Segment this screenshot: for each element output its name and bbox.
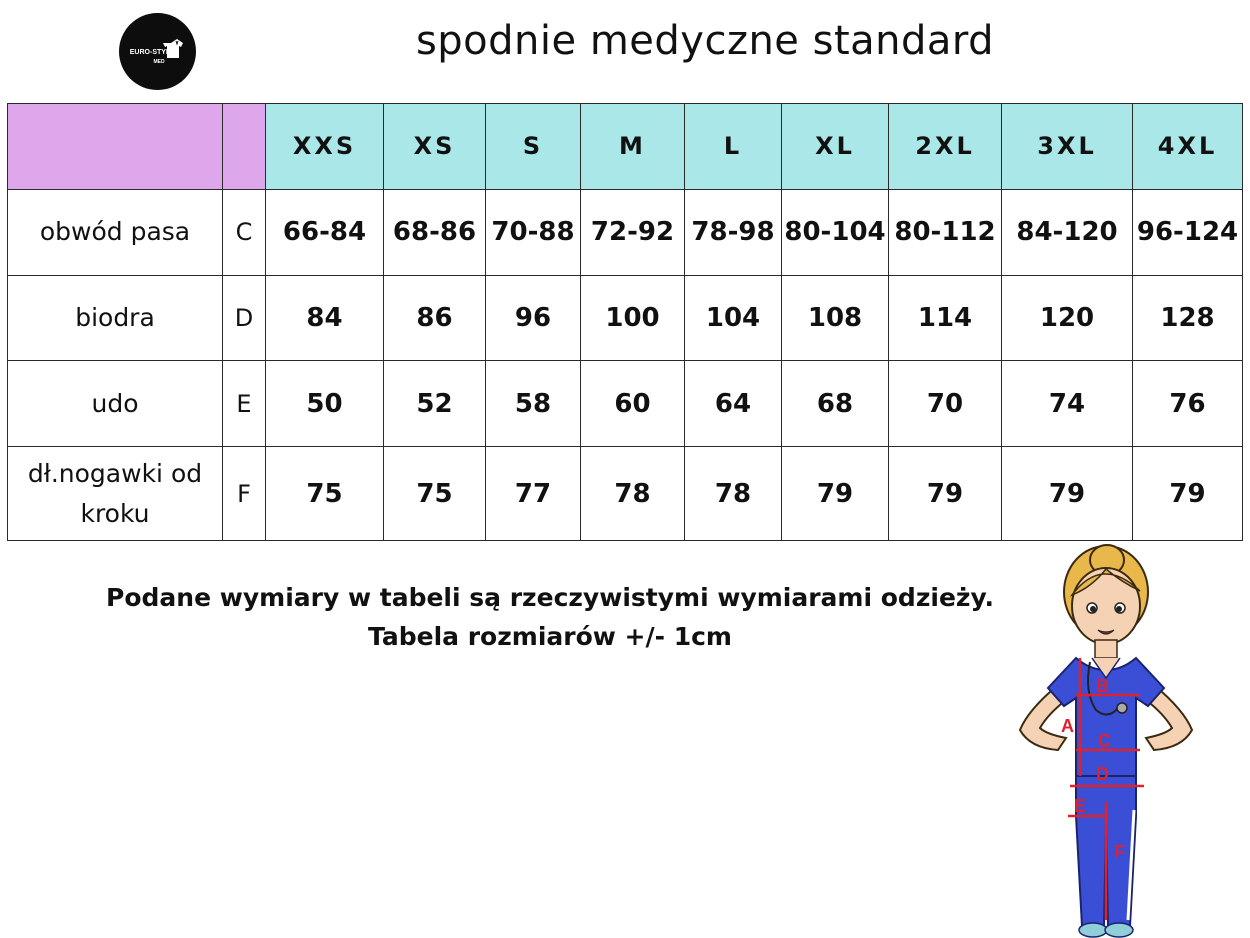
row-label: biodra (8, 275, 223, 361)
row-label: dł.nogawki od kroku (8, 447, 223, 541)
brand-logo (119, 13, 196, 90)
table-cell: 78 (581, 447, 685, 541)
marker-b: B (1096, 676, 1109, 696)
table-cell: 96-124 (1133, 189, 1243, 275)
table-cell: 79 (889, 447, 1002, 541)
table-cell: 68 (782, 361, 889, 447)
table-cell: 120 (1002, 275, 1133, 361)
table-row-thigh (8, 361, 1243, 447)
table-cell: 52 (384, 361, 486, 447)
marker-c: C (1098, 731, 1111, 751)
tshirt-icon (119, 13, 196, 90)
row-code: E (223, 361, 266, 447)
table-row-waist (8, 189, 1243, 275)
row-code: D (223, 275, 266, 361)
table-cell: 74 (1002, 361, 1133, 447)
size-header-cell: M (581, 104, 685, 190)
measurement-note: Podane wymiary w tabeli są rzeczywistymi wymiarami odzieży. (106, 583, 994, 612)
table-cell: 68-86 (384, 189, 486, 275)
table-cell: 72-92 (581, 189, 685, 275)
table-cell: 76 (1133, 361, 1243, 447)
size-header-row (8, 104, 1243, 190)
table-cell: 114 (889, 275, 1002, 361)
size-header-cell: XL (782, 104, 889, 190)
table-cell: 108 (782, 275, 889, 361)
marker-e: E (1074, 796, 1087, 816)
nurse-measurement-figure (1010, 540, 1200, 938)
table-cell: 50 (266, 361, 384, 447)
table-cell: 79 (782, 447, 889, 541)
size-header-cell: XS (384, 104, 486, 190)
logo-brand-text: EURO-STYL (129, 49, 171, 56)
table-cell: 78-98 (685, 189, 782, 275)
table-cell: 79 (1002, 447, 1133, 541)
row-label: obwód pasa (8, 189, 223, 275)
table-cell: 86 (384, 275, 486, 361)
table-cell: 96 (486, 275, 581, 361)
table-cell: 60 (581, 361, 685, 447)
header-code-cell (223, 104, 266, 190)
table-cell: 84-120 (1002, 189, 1133, 275)
size-header-cell: L (685, 104, 782, 190)
table-cell: 58 (486, 361, 581, 447)
table-cell: 64 (685, 361, 782, 447)
size-header-cell: 4XL (1133, 104, 1243, 190)
table-row-inseam (8, 447, 1243, 541)
tolerance-note: Tabela rozmiarów +/- 1cm (368, 622, 732, 651)
logo-sub-text: MED (153, 59, 165, 65)
size-table (7, 103, 1243, 541)
table-cell: 80-112 (889, 189, 1002, 275)
table-cell: 104 (685, 275, 782, 361)
header-corner-cell (8, 104, 223, 190)
row-code: C (223, 189, 266, 275)
size-header-cell: 2XL (889, 104, 1002, 190)
row-label: udo (8, 361, 223, 447)
page-title: spodnie medyczne standard (415, 18, 995, 64)
table-cell: 70 (889, 361, 1002, 447)
size-header-cell: 3XL (1002, 104, 1133, 190)
row-code: F (223, 447, 266, 541)
table-cell: 100 (581, 275, 685, 361)
table-cell: 128 (1133, 275, 1243, 361)
size-header-cell: S (486, 104, 581, 190)
table-cell: 78 (685, 447, 782, 541)
table-cell: 75 (266, 447, 384, 541)
table-cell: 70-88 (486, 189, 581, 275)
table-cell: 77 (486, 447, 581, 541)
size-header-cell: XXS (266, 104, 384, 190)
marker-d: D (1096, 764, 1109, 784)
marker-a: A (1061, 716, 1074, 736)
marker-f: F (1114, 842, 1125, 862)
table-row-hips (8, 275, 1243, 361)
table-cell: 79 (1133, 447, 1243, 541)
table-cell: 66-84 (266, 189, 384, 275)
table-cell: 84 (266, 275, 384, 361)
table-cell: 80-104 (782, 189, 889, 275)
table-cell: 75 (384, 447, 486, 541)
